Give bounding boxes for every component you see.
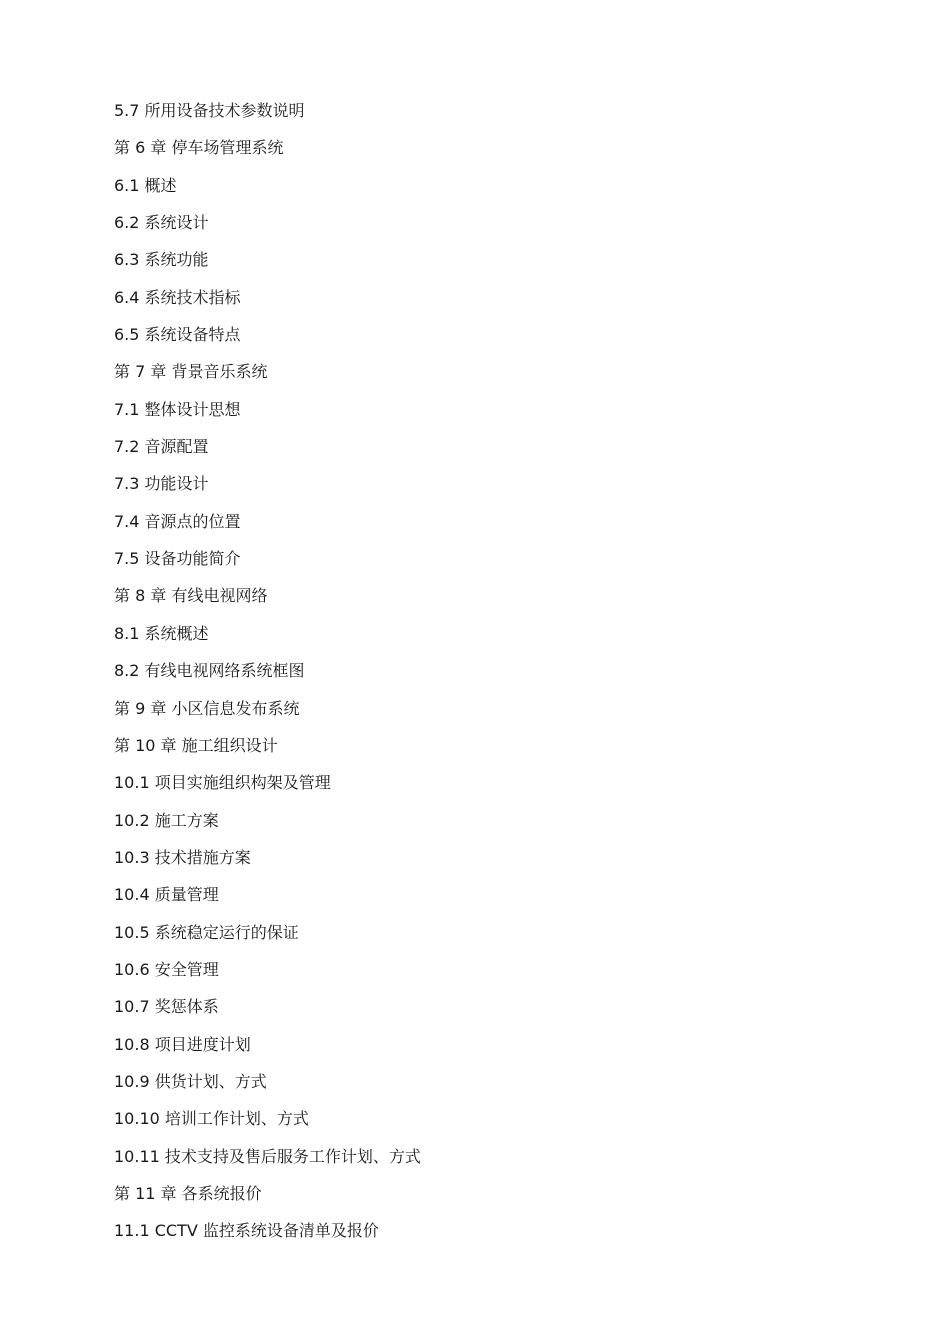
toc-entry: 10.4 质量管理 <box>114 885 219 905</box>
toc-entry: 10.2 施工方案 <box>114 810 219 830</box>
toc-entry: 5.7 所用设备技术参数说明 <box>114 101 305 120</box>
table-of-contents <box>114 99 421 1257</box>
toc-entry: 7.3 功能设计 <box>114 474 209 494</box>
toc-entry: 第 10 章 施工组织设计 <box>114 735 278 755</box>
toc-entry: 10.6 安全管理 <box>114 959 219 979</box>
toc-entry: 6.3 系统功能 <box>114 250 209 270</box>
toc-entry: 第 6 章 停车场管理系统 <box>114 138 284 158</box>
toc-entry: 7.5 设备功能简介 <box>114 549 241 569</box>
toc-entry: 8.1 系统概述 <box>114 623 209 643</box>
toc-entry: 10.1 项目实施组织构架及管理 <box>114 773 331 793</box>
toc-entry: 10.7 奖惩体系 <box>114 997 219 1017</box>
toc-entry: 6.2 系统设计 <box>114 213 209 233</box>
toc-entry: 第 7 章 背景音乐系统 <box>114 362 268 382</box>
toc-entry: 7.1 整体设计思想 <box>114 399 241 419</box>
toc-entry: 10.3 技术措施方案 <box>114 847 251 867</box>
toc-entry: 10.11 技术支持及售后服务工作计划、方式 <box>114 1146 421 1166</box>
toc-entry: 第 9 章 小区信息发布系统 <box>114 698 300 718</box>
toc-entry: 8.2 有线电视网络系统框图 <box>114 661 305 681</box>
toc-entry: 第 8 章 有线电视网络 <box>114 586 268 606</box>
toc-entry: 10.8 项目进度计划 <box>114 1034 251 1054</box>
toc-entry: 6.1 概述 <box>114 175 177 195</box>
toc-entry: 6.5 系统设备特点 <box>114 325 241 345</box>
toc-entry: 7.4 音源点的位置 <box>114 511 241 531</box>
toc-entry: 7.2 音源配置 <box>114 437 209 457</box>
toc-entry: 第 11 章 各系统报价 <box>114 1183 262 1203</box>
toc-entry: 10.10 培训工作计划、方式 <box>114 1109 309 1129</box>
toc-entry: 11.1 CCTV 监控系统设备清单及报价 <box>114 1221 379 1241</box>
toc-entry: 10.9 供货计划、方式 <box>114 1071 267 1091</box>
toc-entry: 6.4 系统技术指标 <box>114 287 241 307</box>
toc-entry: 10.5 系统稳定运行的保证 <box>114 922 299 942</box>
